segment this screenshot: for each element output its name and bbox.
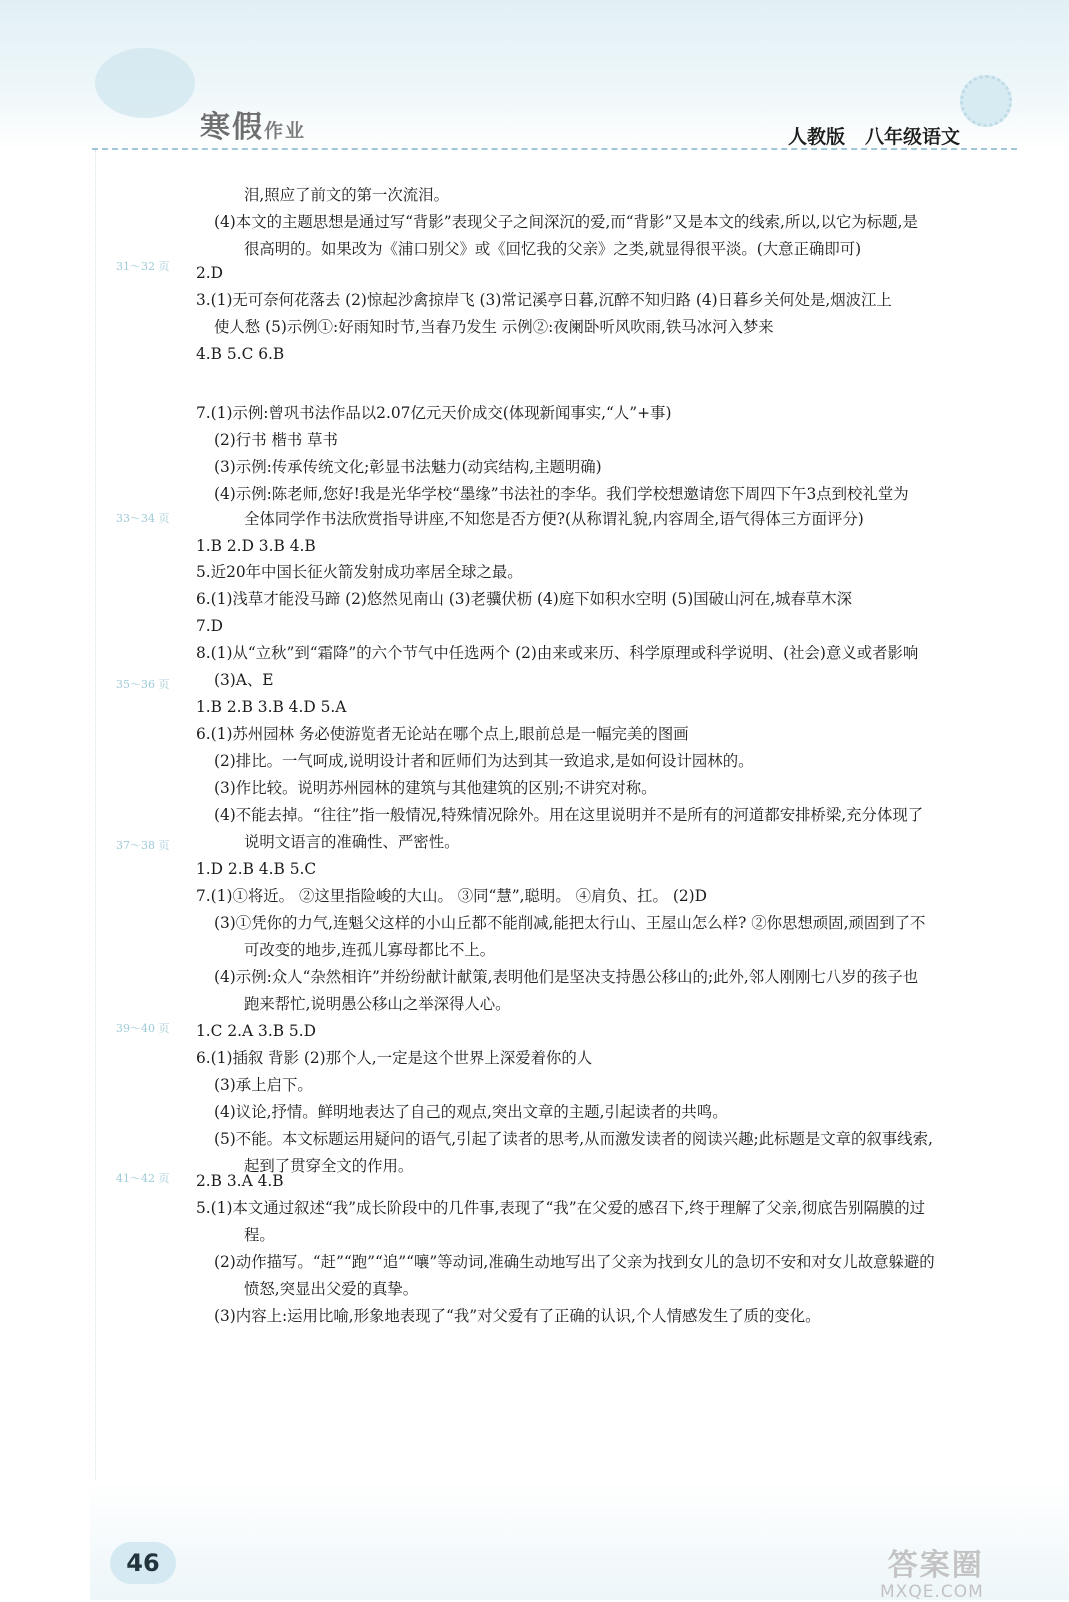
answer-line: 很高明的。如果改为《浦口别父》或《回忆我的父亲》之类,就显得很平淡。(大意正确即可) bbox=[244, 240, 862, 258]
answer-line: 2.B 3.A 4.B bbox=[196, 1172, 284, 1190]
header-divider bbox=[92, 148, 1017, 150]
answer-line: (3)内容上:运用比喻,形象地表现了“我”对父爱有了正确的认识,个人情感发生了质的变化。 bbox=[214, 1307, 821, 1325]
answer-line: 泪,照应了前文的第一次流泪。 bbox=[244, 186, 449, 204]
brand-main: 寒假 bbox=[200, 110, 264, 145]
answer-line: (3)A、E bbox=[214, 671, 274, 689]
answer-line: (3)作比较。说明苏州园林的建筑与其他建筑的区别;不讲究对称。 bbox=[214, 779, 657, 797]
answer-line: (4)不能去掉。“往往”指一般情况,特殊情况除外。用在这里说明并不是所有的河道都安排桥梁,充分体现了 bbox=[214, 806, 924, 824]
answer-line: 8.(1)从“立秋”到“霜降”的六个节气中任选两个 (2)由来或来历、科学原理或科学说明、(社会)意义或者影响 bbox=[196, 644, 919, 662]
page-range-marker: 35～36 页 bbox=[116, 678, 170, 691]
grade-subject: 八年级语文 bbox=[865, 126, 961, 148]
cloud-decoration-icon bbox=[95, 48, 195, 118]
answer-line: (3)承上启下。 bbox=[214, 1076, 313, 1094]
answer-line: 1.B 2.B 3.B 4.D 5.A bbox=[196, 698, 347, 716]
answer-line: (4)议论,抒情。鲜明地表达了自己的观点,突出文章的主题,引起读者的共鸣。 bbox=[214, 1103, 728, 1121]
answer-line: 7.D bbox=[196, 617, 224, 635]
answer-line: 5.近20年中国长征火箭发射成功率居全球之最。 bbox=[196, 563, 523, 581]
answer-line: 3.(1)无可奈何花落去 (2)惊起沙禽掠岸飞 (3)常记溪亭日暮,沉醉不知归路 (4)日暮乡关何处是,烟波江上 bbox=[196, 291, 892, 309]
answer-line: 6.(1)插叙 背影 (2)那个人,一定是这个世界上深爱着你的人 bbox=[196, 1049, 593, 1067]
answer-line: 6.(1)苏州园林 务必使游览者无论站在哪个点上,眼前总是一幅完美的图画 bbox=[196, 725, 689, 743]
answer-line: 1.D 2.B 4.B 5.C bbox=[196, 860, 317, 878]
page-range-marker: 31～32 页 bbox=[116, 260, 170, 273]
answer-line: (4)示例:众人“杂然相许”并纷纷献计献策,表明他们是坚决支持愚公移山的;此外,邻人刚刚七八岁的孩子也 bbox=[214, 968, 919, 986]
answer-line: 可改变的地步,连孤儿寡母都比不上。 bbox=[244, 941, 496, 959]
answer-line: (3)示例:传承传统文化;彰显书法魅力(动宾结构,主题明确) bbox=[214, 458, 602, 476]
answer-line: 愤怒,突显出父爱的真挚。 bbox=[244, 1280, 419, 1298]
answer-line: 起到了贯穿全文的作用。 bbox=[244, 1157, 414, 1175]
page-range-marker: 37～38 页 bbox=[116, 839, 170, 852]
answer-line: 4.B 5.C 6.B bbox=[196, 345, 285, 363]
answer-line: (4)示例:陈老师,您好!我是光华学校“墨缘”书法社的李华。我们学校想邀请您下周四下午3点到校礼堂为 bbox=[214, 485, 909, 503]
answer-line: (3)①凭你的力气,连魁父这样的小山丘都不能削减,能把太行山、王屋山怎么样? ②你思想顽固,顽固到了不 bbox=[214, 914, 926, 932]
flower-decoration-icon bbox=[960, 75, 1012, 127]
page-range-marker: 33～34 页 bbox=[116, 512, 170, 525]
page-number: 46 bbox=[110, 1542, 176, 1584]
answer-line: (5)不能。本文标题运用疑问的语气,引起了读者的思考,从而激发读者的阅读兴趣;此标题是文章的叙事线索, bbox=[214, 1130, 933, 1148]
answer-line: 6.(1)浅草才能没马蹄 (2)悠然见南山 (3)老骥伏枥 (4)庭下如积水空明 (5)国破山河在,城春草木深 bbox=[196, 590, 853, 608]
watermark-logo-text: 答案圈 bbox=[887, 1548, 984, 1583]
site-watermark bbox=[880, 1540, 984, 1602]
edition-label bbox=[788, 122, 960, 149]
answer-line: (2)行书 楷书 草书 bbox=[214, 431, 338, 449]
answer-line: 1.C 2.A 3.B 5.D bbox=[196, 1022, 316, 1040]
page-range-marker: 41～42 页 bbox=[116, 1172, 170, 1185]
answer-line: 7.(1)示例:曾巩书法作品以2.07亿元天价成交(体现新闻事实,“人”+事) bbox=[196, 404, 672, 422]
watermark-url: MXQE.COM bbox=[880, 1582, 984, 1602]
answer-line: 1.B 2.D 3.B 4.B bbox=[196, 537, 316, 555]
brand-small: 作业 bbox=[264, 120, 307, 142]
answer-line: 7.(1)①将近。 ②这里指险峻的大山。 ③同“慧”,聪明。 ④肩负、扛。 (2)D bbox=[196, 887, 707, 905]
edition-name: 人教版 bbox=[788, 126, 846, 148]
margin-divider bbox=[95, 150, 96, 1480]
answer-line: 程。 bbox=[244, 1226, 275, 1244]
answer-line: 2.D bbox=[196, 264, 224, 282]
page-range-marker: 39～40 页 bbox=[116, 1022, 170, 1035]
answer-line: 跑来帮忙,说明愚公移山之举深得人心。 bbox=[244, 995, 511, 1013]
answer-line: 全体同学作书法欣赏指导讲座,不知您是否方便?(从称谓礼貌,内容周全,语气得体三方面评分) bbox=[244, 510, 864, 528]
answer-line: (2)动作描写。“赶”“跑”“追”“嚷”等动词,准确生动地写出了父亲为找到女儿的急切不安和对女儿故意躲避的 bbox=[214, 1253, 935, 1271]
answer-line: 使人愁 (5)示例①:好雨知时节,当春乃发生 示例②:夜阑卧听风吹雨,铁马冰河入梦来 bbox=[214, 318, 774, 336]
brand-title bbox=[200, 102, 306, 146]
answer-line: (4)本文的主题思想是通过写“背影”表现父子之间深沉的爱,而“背影”又是本文的线索,所以,以它为标题,是 bbox=[214, 213, 918, 231]
answer-line: 5.(1)本文通过叙述“我”成长阶段中的几件事,表现了“我”在父爱的感召下,终于理解了父亲,彻底告别隔膜的过 bbox=[196, 1199, 926, 1217]
answer-line: (2)排比。一气呵成,说明设计者和匠师们为达到其一致追求,是如何设计园林的。 bbox=[214, 752, 754, 770]
answer-line: 说明文语言的准确性、严密性。 bbox=[244, 833, 460, 851]
